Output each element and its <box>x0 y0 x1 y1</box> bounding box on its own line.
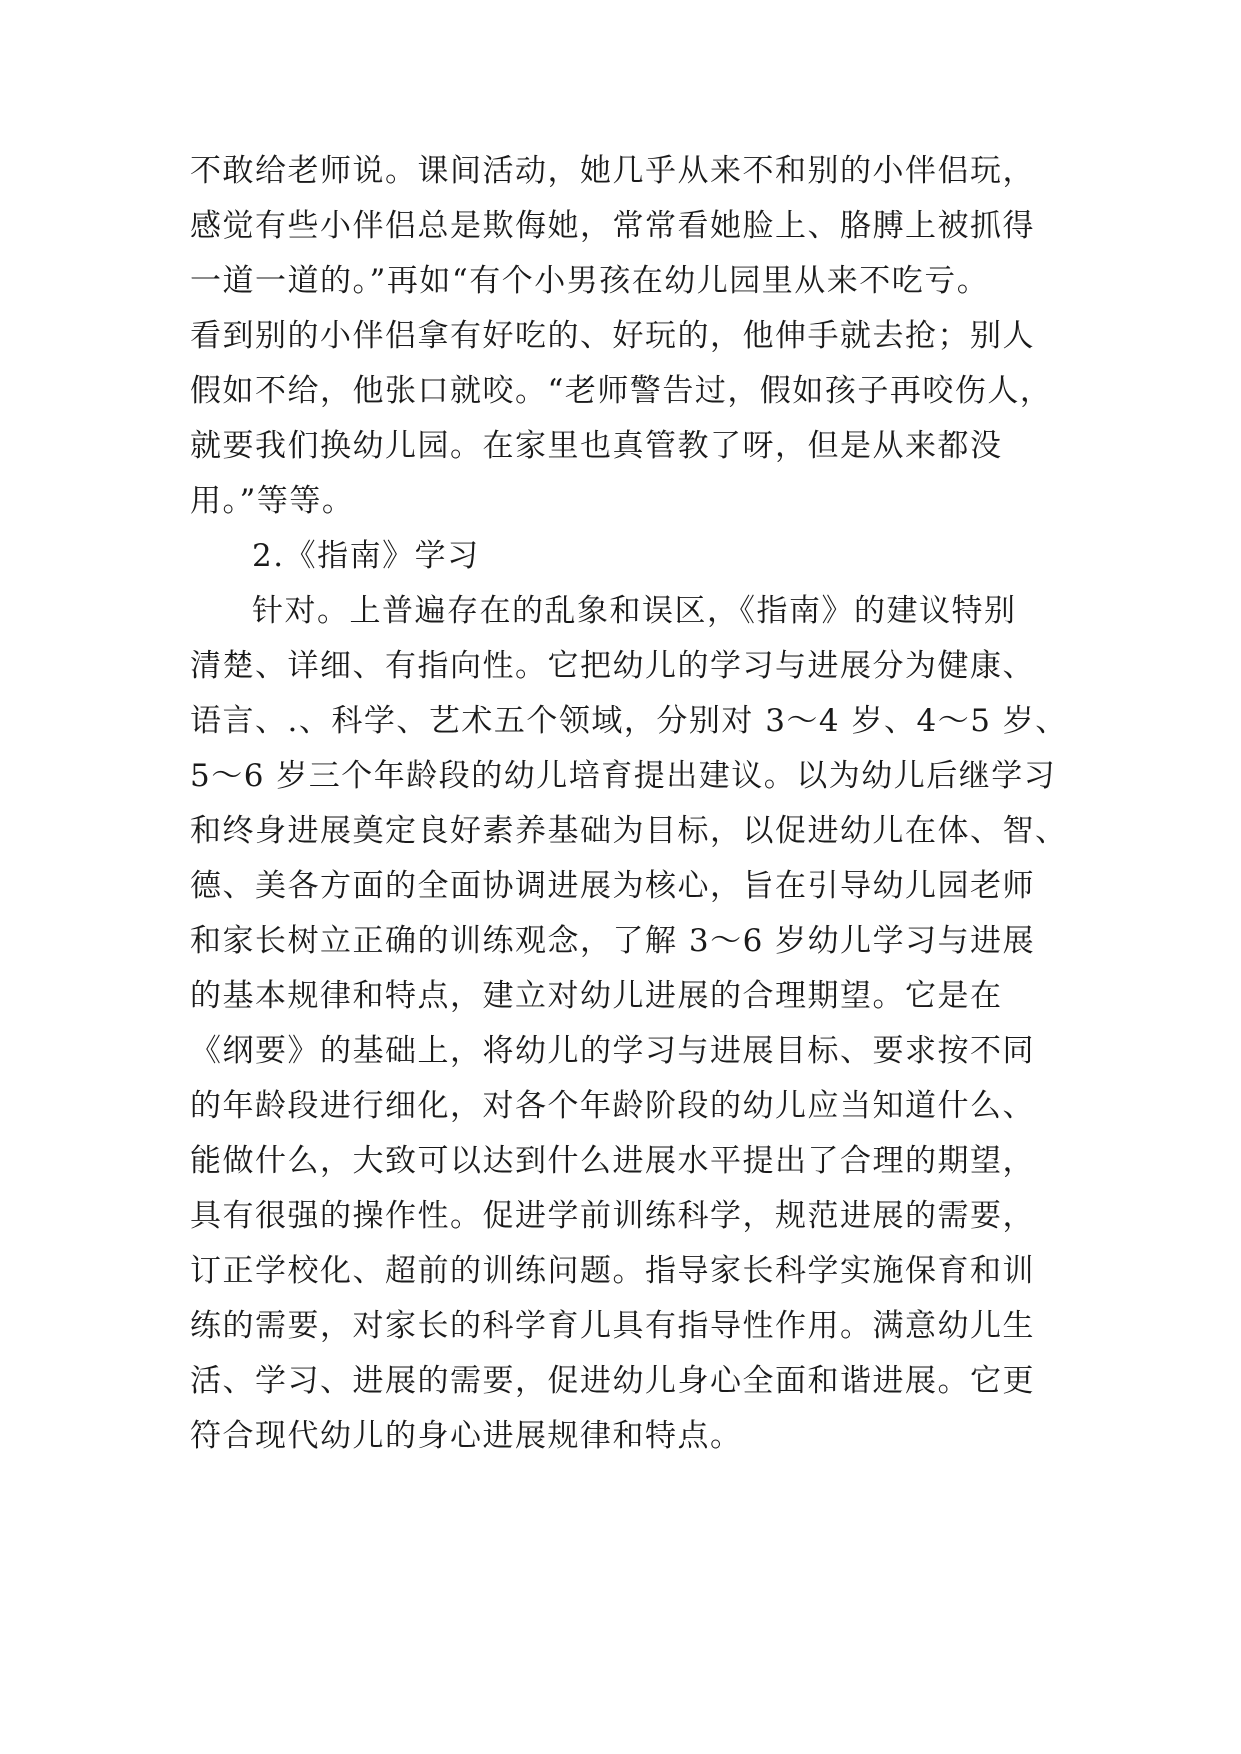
paragraph-1-line: 用。”等等。 <box>190 483 355 519</box>
section-heading: 2.《指南》学习 <box>252 538 480 574</box>
paragraph-2-line: 的年龄段进行细化，对各个年龄阶段的幼儿应当知道什么、 <box>190 1088 1035 1124</box>
paragraph-2-line: 订正学校化、超前的训练问题。指导家长科学实施保育和训 <box>190 1253 1035 1289</box>
paragraph-1-line: 感觉有些小伴侣总是欺侮她，常常看她脸上、胳膊上被抓得 <box>190 208 1035 244</box>
paragraph-2-line: 活、学习、进展的需要，促进幼儿身心全面和谐进展。它更 <box>190 1363 1035 1399</box>
paragraph-2-line: 具有很强的操作性。促进学前训练科学，规范进展的需要， <box>190 1198 1035 1234</box>
paragraph-1-line: 看到别的小伴侣拿有好吃的、好玩的，他伸手就去抢；别人 <box>190 318 1035 354</box>
paragraph-2-line: 练的需要，对家长的科学育儿具有指导性作用。满意幼儿生 <box>190 1308 1035 1344</box>
paragraph-1-line: 一道一道的。”再如“有个小男孩在幼儿园里从来不吃亏。 <box>190 263 990 299</box>
paragraph-2-line: 和家长树立正确的训练观念，了解 3～6 岁幼儿学习与进展 <box>190 923 1036 959</box>
paragraph-2-line: 和终身进展奠定良好素养基础为目标，以促进幼儿在体、智、 <box>190 813 1068 849</box>
paragraph-2-line: 德、美各方面的全面协调进展为核心，旨在引导幼儿园老师 <box>190 868 1035 904</box>
paragraph-2-line: 能做什么，大致可以达到什么进展水平提出了合理的期望， <box>190 1143 1035 1179</box>
paragraph-2-line: 清楚、详细、有指向性。它把幼儿的学习与进展分为健康、 <box>190 648 1035 684</box>
paragraph-2-line: 5～6 岁三个年龄段的幼儿培育提出建议。以为幼儿后继学习 <box>190 758 1057 794</box>
paragraph-1-line: 就要我们换幼儿园。在家里也真管教了呀，但是从来都没 <box>190 428 1003 464</box>
paragraph-2-line: 的基本规律和特点，建立对幼儿进展的合理期望。它是在 <box>190 978 1003 1014</box>
paragraph-2-line: 符合现代幼儿的身心进展规律和特点。 <box>190 1418 743 1454</box>
paragraph-2-line: 《纲要》的基础上，将幼儿的学习与进展目标、要求按不同 <box>190 1033 1035 1069</box>
paragraph-1-line: 假如不给，他张口就咬。“老师警告过，假如孩子再咬伤人， <box>190 373 1053 409</box>
paragraph-2-line: 针对。上普遍存在的乱象和误区，《指南》的建议特别 <box>252 593 1017 629</box>
paragraph-2-line: 语言、.、科学、艺术五个领域，分别对 3～4 岁、4～5 岁、 <box>190 703 1068 739</box>
paragraph-1-line: 不敢给老师说。课间活动，她几乎从来不和别的小伴侣玩， <box>190 153 1035 189</box>
